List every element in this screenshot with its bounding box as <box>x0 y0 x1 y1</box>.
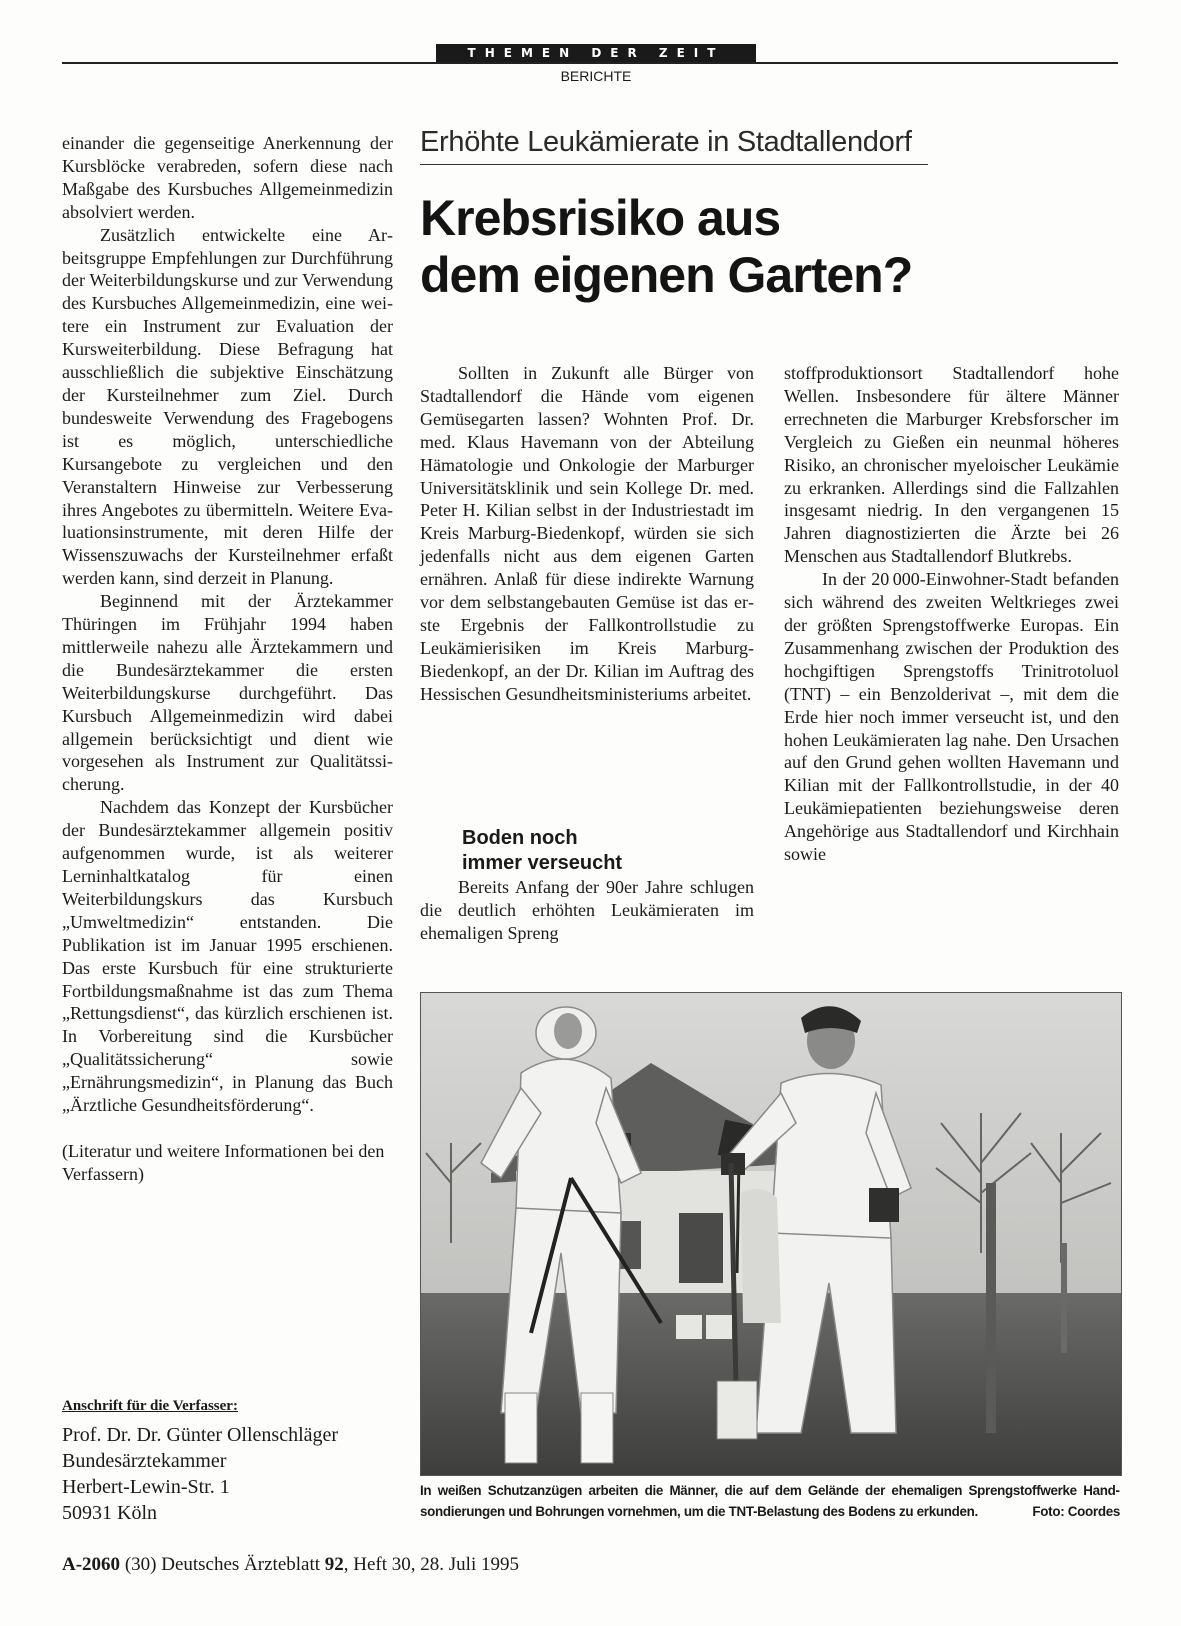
footer-issue-date: , Heft 30, 28. Juli 1995 <box>343 1554 519 1575</box>
page-footer <box>62 1554 519 1576</box>
headline-line: dem eigenen Garten? <box>420 247 913 303</box>
photo-caption <box>420 1480 1120 1522</box>
header-rule <box>62 62 1118 64</box>
address-line: Bundesärztekammer <box>62 1450 227 1472</box>
paragraph: Zusätzlich entwickelte eine Arbeitsgruppe Empfehlungen zur Durchführung der Weiterbildungskurse und zur Verwendung des Kursbuches Allgemeinmedizin, eine weitere ein Instrument zur Evaluation der Kursweiterbildung. Diese Befragung hat ausschließlich die subjektive Einschätzung der Kursteilnehmer zum Ziel. Durch bundesweite Verwendung des Fragebogens ist es möglich, unterschiedliche Kursangebote zu vergleichen und den Veranstaltern Hinweise zur Verbesserung ihres Angebotes zu übermitteln. Weitere Evaluationsinstrumente, mit deren Hilfe der Wissenszuwachs der Kursteilnehmer erfaßt werden kann, sind derzeit in Planung. <box>62 224 393 589</box>
subheading-line: Boden noch <box>462 827 578 849</box>
article-headline <box>420 190 1060 304</box>
section-subtitle: BERICHTE <box>560 68 632 84</box>
address-heading: Anschrift für die Verfasser: <box>62 1398 238 1414</box>
page-code: A-2060 <box>62 1554 121 1575</box>
article-photo <box>420 992 1122 1476</box>
footer-publication: (30) Deutsches Ärzteblatt <box>124 1554 325 1575</box>
literature-note: (Literatur und weitere Informationen bei den Verfassern) <box>62 1140 385 1184</box>
section-bar: THEMEN DER ZEIT <box>436 44 756 63</box>
address-line: Herbert-Lewin-Str. 1 <box>62 1476 230 1498</box>
paragraph: Sollten in Zukunft alle Bürger von Stadtallendorf die Hände vom eigenen Gemüsegarten lassen? Wohnten Prof. Dr. med. Klaus Havemann von der Abteilung Hämatologie und Onkologie der Marburger Universitätsklinik und sein Kollege Dr. med. Peter H. Kilian selbst in der Industriestadt im Kreis Marburg-Biedenkopf, würden sie sich jedenfalls nicht aus dem eigenen Garten ernähren. Anlaß für diese indirekte Warnung vor dem selbstangebauten Gemüse ist das erste Ergebnis der Fallkontrollstudie zu Leukämierisiken im Kreis Marburg-Biedenkopf, an der Dr. Kilian im Auftrag des Hessischen Gesundheitsministeriums arbeitet. <box>420 363 754 704</box>
subheading-line: immer verseucht <box>462 852 623 874</box>
author-address <box>62 1422 338 1526</box>
caption-text: In weißen Schutzanzügen arbeiten die Männer, die auf dem Gelände der ehemaligen Sprengstoffwerke Handsondierungen und Bohrungen vornehmen, um die TNT-Belastung des Bodens zu erkunden. <box>420 1483 1120 1519</box>
address-line: 50931 Köln <box>62 1502 157 1524</box>
column-3 <box>784 362 1119 866</box>
paragraph: Nachdem das Konzept der Kursbücher der Bundesärztekammer allgemein positiv aufgenommen wurde, ist als weiterer Lerninhaltkatalog für einen Weiterbildungskurs das Kursbuch „Umweltmedizin“ entstanden. Die Publikation ist im Januar 1995 erschienen. Das erste Kursbuch für eine strukturierte Fortbildungsmaßnahme ist das zum Thema „Rettungsdienst“, das kürzlich erschienen ist. In Vorbereitung sind die Kursbücher „Qualitätssicherung“ sowie „Ernährungsmedizin“, in Planung das Buch „Ärztliche Gesundheitsförderung“. <box>62 797 393 1116</box>
photo-illustration <box>421 993 1121 1475</box>
article-kicker: Erhöhte Leukämierate in Stadtallendorf <box>420 126 912 158</box>
column-2 <box>420 362 754 706</box>
kicker-rule <box>420 164 928 165</box>
paragraph: In der 20 000-Einwohner-Stadt befanden sich während des zweiten Weltkrieges zwei der größten Sprengstoffwerke Europas. Ein Zusammenhang zwischen der Produktion des hochgiftigen Sprengstoffs Trinitrotoluol (TNT) – ein Benzolderivat –, mit dem die Erde hier noch immer verseucht ist, und den hohen Leukämieraten lag nahe. Den Ursachen auf den Grund gehen wollten Havemann und Kilian mit der Fallkontrollstudie, in der 40 Leukämiepatienten beziehungsweise deren Angehörige aus Stadtallendorf und Kirchhain sowie <box>784 569 1119 865</box>
paragraph: Bereits Anfang der 90er Jahre schlugen die deutlich erhöhten Leukämieraten im ehemaligen Spreng <box>420 877 754 943</box>
column-2-continued <box>420 876 754 945</box>
subheading <box>462 826 712 876</box>
footer-volume: 92 <box>324 1554 344 1575</box>
headline-line: Krebsrisiko aus <box>420 190 781 246</box>
photo-credit: Foto: Coordes <box>1032 1504 1120 1519</box>
address-line: Prof. Dr. Dr. Günter Ollenschläger <box>62 1424 339 1446</box>
paragraph: Beginnend mit der Ärztekammer Thüringen im Frühjahr 1994 haben mittlerweile nahezu alle Ärztekammern und die Bundesärztekammer die ersten Weiterbildungskurse durchgeführt. Das Kursbuch Allgemeinmedizin wird dabei allgemein berücksichtigt und dient wie vorgesehen als Instrument zur Qualitätssicherung. <box>62 591 393 795</box>
paragraph: einander die gegenseitige Anerkennung der Kursblöcke verabreden, sofern diese nach Maßgabe des Kursbuches Allgemeinmedizin absolviert werden. <box>62 133 393 222</box>
paragraph: stoffproduktionsort Stadtallendorf hohe Wellen. Insbesondere für ältere Männer errechneten die Marburger Krebsforscher im Vergleich zu Gießen ein neunmal höheres Risiko, an chronischer myeloischer Leukämie zu erkranken. Allerdings sind die Fallzahlen insgesamt niedrig. In den vergangenen 15 Jahren diagnostizierten die Ärzte bei 26 Menschen aus Stadtallendorf Blutkrebs. <box>784 363 1119 567</box>
column-1 <box>62 132 393 1186</box>
